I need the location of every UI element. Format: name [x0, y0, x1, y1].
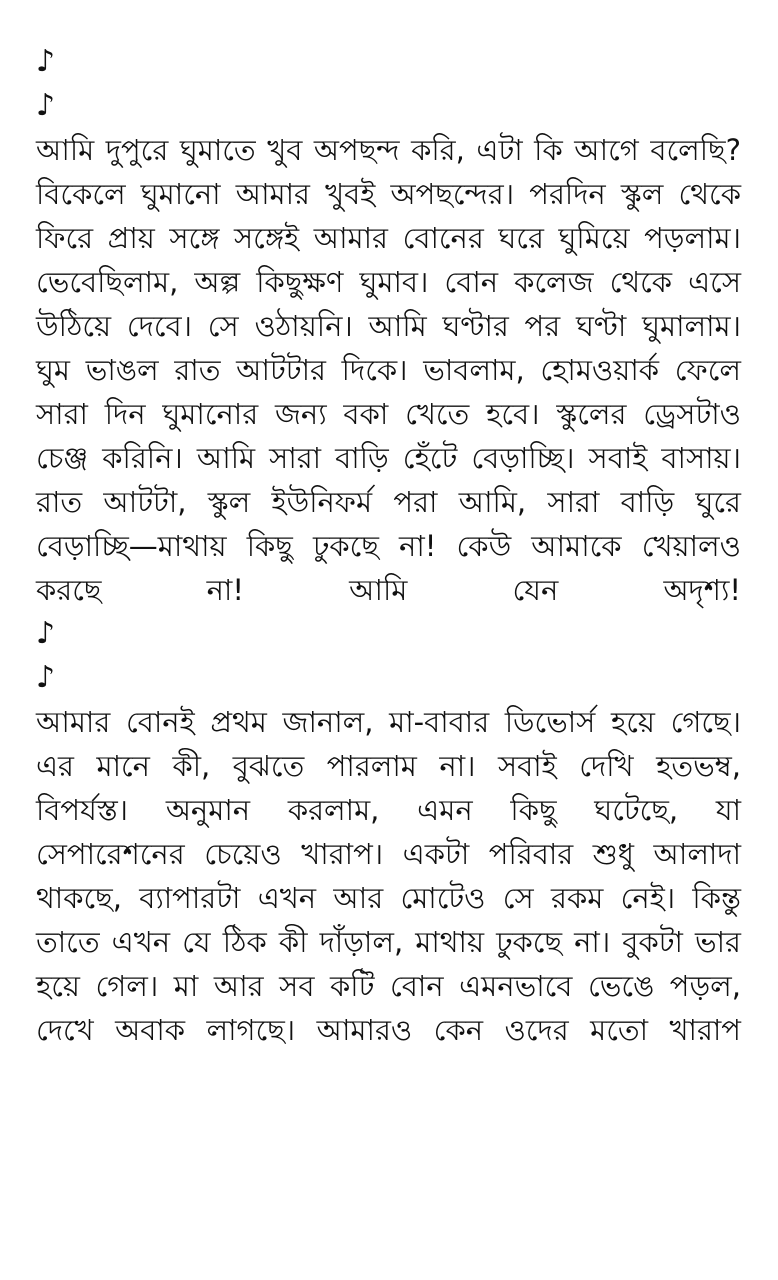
music-note-icon: ♪: [36, 660, 56, 695]
music-note-icon: ♪: [36, 44, 56, 79]
paragraph-2: আমার বোনই প্রথম জানাল, মা-বাবার ডিভোর্স হয়ে গেছে। এর মানে কী, বুঝতে পারলাম না। সবাই দেখি হতভম্ব, বিপর্যস্ত। অনুমান করলাম, এমন কিছু ঘটেছে, যা সেপারেশনের চেয়েও খারাপ। একটা পরিবার শুধু আলাদা থাকছে, ব্যাপারটা এখন আর মোটেও সে রকম নেই। কিন্তু তাতে এখন যে ঠিক কী দাঁড়াল, মাথায় ঢুকছে না। বুকটা ভার হয়ে গেল। মা আর সব কটি বোন এমনভাবে ভেঙে পড়ল, দেখে অবাক লাগছে। আমারও কেন ওদের মতো খারাপ: [36, 705, 741, 1047]
paragraph-1: আমি দুপুরে ঘুমাতে খুব অপছন্দ করি, এটা কি আগে বলেছি? বিকেলে ঘুমানো আমার খুবই অপছন্দের। পরদিন স্কুল থেকে ফিরে প্রায় সঙ্গে সঙ্গেই আমার বোনের ঘরে ঘুমিয়ে পড়লাম। ভেবেছিলাম, অল্প কিছুক্ষণ ঘুমাব। বোন কলেজ থেকে এসে উঠিয়ে দেবে। সে ওঠায়নি। আমি ঘণ্টার পর ঘণ্টা ঘুমালাম। ঘুম ভাঙল রাত আটটার দিকে। ভাবলাম, হোমওয়ার্ক ফেলে সারা দিন ঘুমানোর জন্য বকা খেতে হবে। স্কুলের ড্রেসটাও চেঞ্জ করিনি। আমি সারা বাড়ি হেঁটে বেড়াচ্ছি। সবাই বাসায়। রাত আটটা, স্কুল ইউনিফর্ম পরা আমি, সারা বাড়ি ঘুরে বেড়াচ্ছি—মাথায় কিছু ঢুকছে না! কেউ আমাকে খেয়ালও করছে না! আমি যেন অদৃশ্য!: [36, 133, 741, 607]
music-note-icon: ♪: [36, 88, 56, 123]
music-note-icon: ♪: [36, 616, 56, 651]
document-page: [36, 40, 741, 1052]
